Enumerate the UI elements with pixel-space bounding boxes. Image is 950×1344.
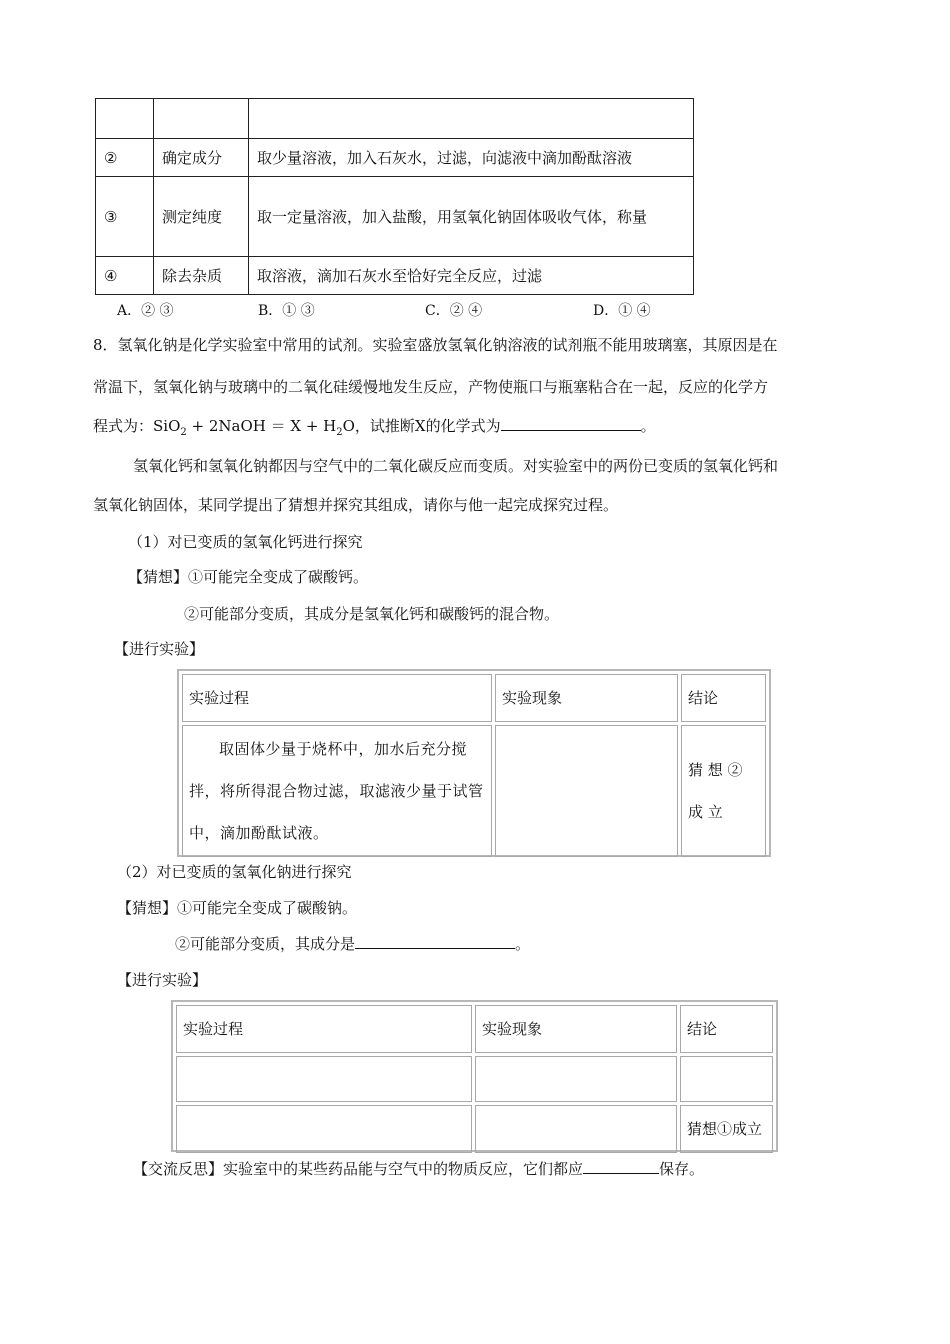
- answer-blank-formula[interactable]: [501, 415, 641, 431]
- row-number: ④: [96, 257, 154, 295]
- subscript: 2: [180, 427, 187, 438]
- header-phenomenon: 实验现象: [495, 674, 678, 722]
- option-a: A．② ③: [117, 303, 174, 319]
- cell-process: 取固体少量于烧杯中，加水后充分搅拌，将所得混合物过滤，取滤液少量于试管中，滴加酚酞试液。: [182, 725, 492, 857]
- cell-conclusion: 猜 想 ② 成 立: [681, 725, 766, 857]
- q8-line-1: 8．氢氧化钠是化学实验室中常用的试剂。实验室盛放氢氧化钠溶液的试剂瓶不能用玻璃塞，其原因是在: [93, 336, 778, 354]
- part2-guess-2: [175, 933, 530, 954]
- subscript: 2: [336, 427, 343, 438]
- table-row: [182, 725, 766, 857]
- cell-phenomenon[interactable]: [475, 1056, 677, 1102]
- q8-line-2: 常温下，氢氧化钠与玻璃中的二氧化硅缓慢地发生反应，产物使瓶口与瓶塞粘合在一起，反应的化学方: [93, 378, 769, 396]
- option-c: C．② ④: [425, 303, 483, 319]
- header-phenomenon: 实验现象: [475, 1005, 677, 1053]
- row-method: [249, 99, 694, 139]
- guess-text: ②可能部分变质，其成分是: [175, 935, 356, 953]
- table-row: [176, 1056, 773, 1102]
- equation-part: + 2NaOH ＝ X + H: [186, 417, 337, 435]
- cell-phenomenon[interactable]: [495, 725, 678, 857]
- table-header-row: [176, 1005, 773, 1053]
- equation-part: O，试推断X的化学式为: [342, 417, 501, 435]
- header-process: 实验过程: [182, 674, 492, 722]
- reflection-text: 【交流反思】实验室中的某些药品能与空气中的物质反应，它们都应: [133, 1160, 584, 1178]
- table-row: [96, 139, 694, 177]
- row-number: ②: [96, 139, 154, 177]
- option-b: B．① ③: [258, 303, 315, 319]
- table-row: [96, 99, 694, 139]
- reflection-line: [133, 1158, 704, 1179]
- row-method: 取溶液，滴加石灰水至恰好完全反应，过滤: [249, 257, 694, 295]
- part1-exp-heading: 【进行实验】: [114, 640, 205, 658]
- exp-table-2: [173, 1002, 776, 1156]
- row-purpose: 确定成分: [154, 139, 249, 177]
- period: 。: [640, 417, 656, 435]
- q8-line-3: [93, 415, 656, 438]
- answer-blank-composition[interactable]: [355, 933, 515, 949]
- para2-line-2: 氢氧化钠固体，某同学提出了猜想并探究其组成，请你与他一起完成探究过程。: [93, 496, 619, 514]
- part1-guess-2: ②可能部分变质，其成分是氢氧化钙和碳酸钙的混合物。: [184, 605, 560, 623]
- row-purpose: 测定纯度: [154, 177, 249, 257]
- answer-blank-storage[interactable]: [583, 1158, 659, 1174]
- cell-process[interactable]: [176, 1056, 472, 1102]
- option-d: D．① ④: [593, 303, 651, 319]
- part1-guess-1: 【猜想】①可能完全变成了碳酸钙。: [128, 568, 369, 586]
- table-row: [96, 257, 694, 295]
- row-number: ③: [96, 177, 154, 257]
- part2-title: （2）对已变质的氢氧化钠进行探究: [117, 863, 352, 881]
- cell-conclusion[interactable]: [680, 1056, 773, 1102]
- row-method: 取少量溶液，加入石灰水，过滤，向滤液中滴加酚酞溶液: [249, 139, 694, 177]
- row-purpose: 除去杂质: [154, 257, 249, 295]
- table-header-row: [182, 674, 766, 722]
- row-number: [96, 99, 154, 139]
- row-method: 取一定量溶液，加入盐酸，用氢氧化钠固体吸收气体，称量: [249, 177, 694, 257]
- method-table: [95, 98, 694, 295]
- part1-title: （1）对已变质的氢氧化钙进行探究: [128, 533, 363, 551]
- part2-exp-heading: 【进行实验】: [117, 971, 208, 989]
- reflection-text: 保存。: [659, 1160, 705, 1178]
- table-row: [176, 1105, 773, 1153]
- table-row: [96, 177, 694, 257]
- para2-line-1: 氢氧化钙和氢氧化钠都因与空气中的二氧化碳反应而变质。对实验室中的两份已变质的氢氧化钙和: [133, 457, 779, 475]
- equation-part: 程式为：SiO: [93, 417, 181, 435]
- header-conclusion: 结论: [680, 1005, 773, 1053]
- header-process: 实验过程: [176, 1005, 472, 1053]
- cell-conclusion: 猜想①成立: [680, 1105, 773, 1153]
- cell-process[interactable]: [176, 1105, 472, 1153]
- period: 。: [515, 935, 531, 953]
- cell-phenomenon[interactable]: [475, 1105, 677, 1153]
- part2-guess-1: 【猜想】①可能完全变成了碳酸钠。: [117, 899, 358, 917]
- header-conclusion: 结论: [681, 674, 766, 722]
- exp-table-1: [179, 671, 769, 860]
- row-purpose: [154, 99, 249, 139]
